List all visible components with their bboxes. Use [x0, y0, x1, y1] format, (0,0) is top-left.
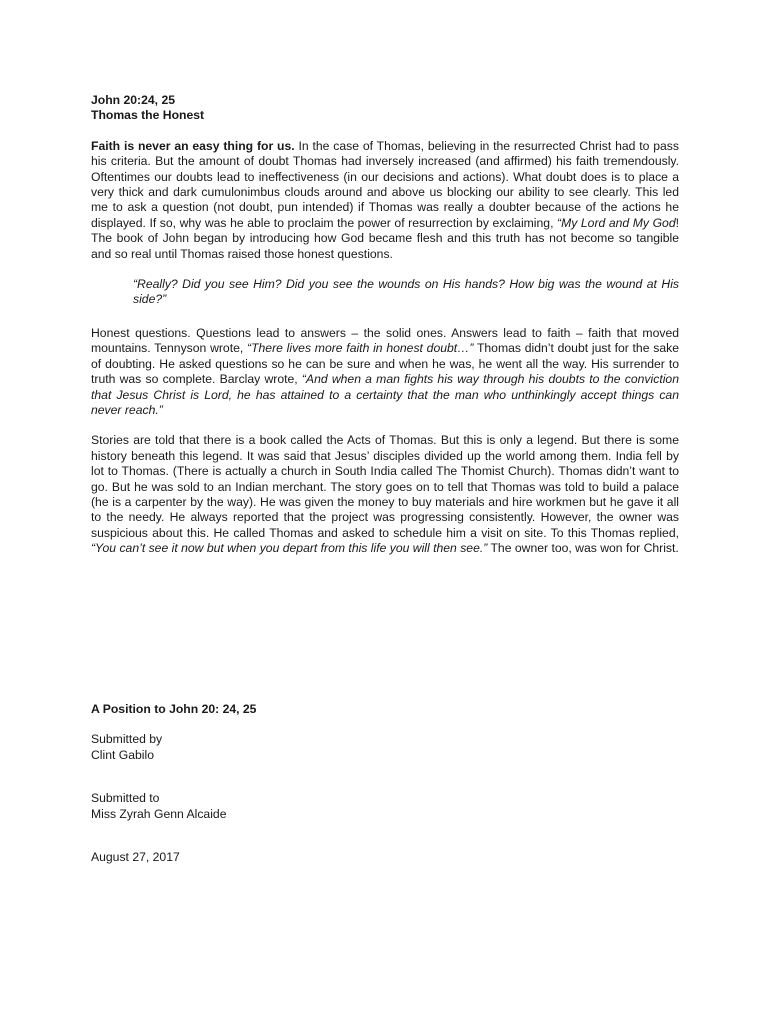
- paragraph-1-quote: “My Lord and My God: [557, 215, 676, 230]
- paragraph-3: [91, 433, 679, 556]
- block-quote: “Really? Did you see Him? Did you see the wounds on His hands? How big was the wound at His side?”: [133, 277, 679, 307]
- paragraph-3-text-b: The owner too, was won for Christ.: [487, 541, 679, 556]
- essay-body: [91, 93, 679, 572]
- submitted-by-label: Submitted by: [91, 732, 163, 747]
- essay-title: Thomas the Honest: [91, 108, 205, 123]
- submission-section: [91, 702, 679, 865]
- paragraph-1-text-b: ! The book of John began by introducing how God became flesh and this truth has not become so tangible and so real until Thomas raised those honest questions.: [91, 215, 679, 261]
- submitted-to-label: Submitted to: [91, 791, 160, 806]
- paragraph-1: [91, 139, 679, 262]
- submitted-to-name: Miss Zyrah Genn Alcaide: [91, 806, 227, 821]
- essay-heading: [91, 93, 679, 124]
- paragraph-1-text-a: In the case of Thomas, believing in the resurrected Christ had to pass his criteria. But the amount of doubt Thomas had inversely increased (and affirmed) his faith tremendously. Oftentimes our doubts lead to ineffectiveness (in our decisions and actions). What doubt does is to place a very thick and dark cumulonimbus clouds around and above us blocking our ability to see clearly. This led me to ask a question (not doubt, pun intended) if Thomas was really a doubter because of the actions he displayed. If so, why was he able to proclaim the power of resurrection by exclaiming,: [91, 138, 679, 230]
- paragraph-2-text-a: Honest questions. Questions lead to answers – the solid ones. Answers lead to faith – faith that moved mountains. Tennyson wrote,: [91, 325, 679, 356]
- submission-date: August 27, 2017: [91, 850, 180, 865]
- scripture-reference: John 20:24, 25: [91, 93, 175, 107]
- submitted-to-block: [91, 791, 679, 822]
- paragraph-2-quote-b: “And when a man fights his way through his doubts to the conviction that Jesus Christ is Lord, he has attained to a certainty that the man who unthinkingly accept things can never reach.”: [91, 372, 679, 417]
- submitted-by-block: [91, 732, 679, 763]
- paragraph-3-text-a: Stories are told that there is a book called the Acts of Thomas. But this is only a legend. But there is some history beneath this legend. It was said that Jesus’ disciples divided up the world among them. India fell by lot to Thomas. (There is actually a church in South India called The Thomist Church). Thomas didn’t want to go. But he was sold to an Indian merchant. The story goes on to tell that Thomas was told to build a palace (he is a carpenter by the way). He was given the money to buy materials and hire workmen but he gave it all to the needy. He always reported that the project was progressing consistently. However, the owner was suspicious about this. He called Thomas and asked to schedule him a visit on site. To this Thomas replied,: [91, 433, 679, 540]
- position-title: A Position to John 20: 24, 25: [91, 702, 257, 716]
- submitted-by-name: Clint Gabilo: [91, 747, 154, 762]
- paragraph-1-lead: Faith is never an easy thing for us.: [91, 138, 295, 153]
- paragraph-2: [91, 326, 679, 418]
- paragraph-3-quote: “You can’t see it now but when you depart from this life you will then see.”: [91, 541, 488, 556]
- paragraph-2-text-b: Thomas didn’t doubt just for the sake of doubting. He asked questions so he can be sure and when he was, he went all the way. His surrender to truth was so complete. Barclay wrote,: [91, 341, 679, 387]
- paragraph-2-quote-a: “There lives more faith in honest doubt…”: [247, 341, 474, 356]
